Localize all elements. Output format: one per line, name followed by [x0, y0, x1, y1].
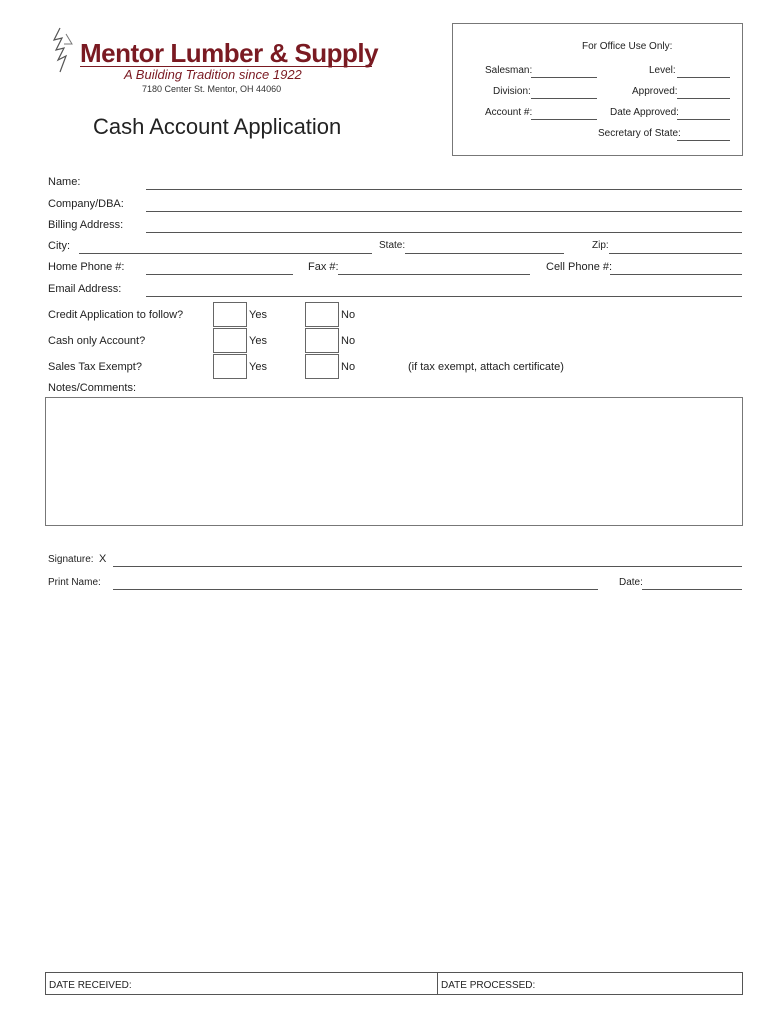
credit-application-no-label: No	[341, 309, 356, 321]
city-label: City:	[48, 240, 70, 252]
city-field[interactable]	[79, 253, 372, 254]
date-approved-label: Date Approved:	[610, 107, 679, 118]
signature-label: Signature:	[48, 554, 94, 565]
tax-exempt-yes-checkbox[interactable]	[213, 354, 247, 379]
salesman-field[interactable]	[531, 77, 597, 78]
office-processing-box	[45, 972, 743, 995]
tax-exempt-no-checkbox[interactable]	[305, 354, 339, 379]
notes-label: Notes/Comments:	[48, 382, 137, 394]
account-field[interactable]	[531, 119, 597, 120]
office-use-heading: For Office Use Only:	[582, 41, 673, 52]
home-phone-field[interactable]	[146, 274, 293, 275]
billing-address-label: Billing Address:	[48, 219, 124, 231]
cell-phone-field[interactable]	[610, 274, 742, 275]
tax-exempt-note: (if tax exempt, attach certificate)	[408, 361, 564, 373]
date-field[interactable]	[642, 589, 742, 590]
name-field[interactable]	[146, 189, 742, 190]
state-field[interactable]	[405, 253, 564, 254]
division-label: Division:	[493, 86, 531, 97]
zip-field[interactable]	[609, 253, 742, 254]
company-field[interactable]	[146, 211, 742, 212]
cash-only-yes-checkbox[interactable]	[213, 328, 247, 353]
cash-only-yes-label: Yes	[249, 335, 267, 347]
print-name-label: Print Name:	[48, 577, 101, 588]
credit-application-yes-label: Yes	[249, 309, 267, 321]
company-tagline: A Building Tradition since 1922	[124, 67, 302, 82]
lumber-logo-icon	[50, 26, 82, 79]
level-field[interactable]	[677, 77, 730, 78]
approved-label: Approved:	[632, 86, 678, 97]
billing-address-field[interactable]	[146, 232, 742, 233]
company-address: 7180 Center St. Mentor, OH 44060	[142, 84, 282, 94]
question-cash-only-label: Cash only Account?	[48, 335, 146, 347]
salesman-label: Salesman:	[485, 65, 533, 76]
home-phone-label: Home Phone #:	[48, 261, 125, 273]
question-credit-application-label: Credit Application to follow?	[48, 309, 184, 321]
secretary-of-state-label: Secretary of State:	[598, 128, 681, 139]
secretary-of-state-field[interactable]	[677, 140, 730, 141]
state-label: State:	[379, 240, 406, 251]
tax-exempt-no-label: No	[341, 361, 356, 373]
account-label: Account #:	[485, 107, 533, 118]
signature-field[interactable]	[113, 566, 742, 567]
date-label: Date:	[619, 577, 643, 588]
date-processed-label: DATE PROCESSED:	[441, 980, 536, 991]
date-received-label: DATE RECEIVED:	[49, 980, 132, 991]
approved-field[interactable]	[677, 98, 730, 99]
company-name: Mentor Lumber & Supply	[80, 38, 379, 68]
cash-only-no-label: No	[341, 335, 356, 347]
cell-phone-label: Cell Phone #:	[546, 261, 613, 273]
date-approved-field[interactable]	[677, 119, 730, 120]
credit-application-yes-checkbox[interactable]	[213, 302, 247, 327]
fax-field[interactable]	[338, 274, 530, 275]
tax-exempt-yes-label: Yes	[249, 361, 267, 373]
fax-label: Fax #:	[308, 261, 339, 273]
office-processing-divider	[437, 972, 438, 994]
credit-application-no-checkbox[interactable]	[305, 302, 339, 327]
name-label: Name:	[48, 176, 81, 188]
company-label: Company/DBA:	[48, 198, 124, 210]
email-field[interactable]	[146, 296, 742, 297]
email-label: Email Address:	[48, 283, 122, 295]
notes-textarea[interactable]	[45, 397, 743, 526]
zip-label: Zip:	[592, 240, 609, 251]
cash-only-no-checkbox[interactable]	[305, 328, 339, 353]
level-label: Level:	[649, 65, 676, 76]
form-title: Cash Account Application	[93, 114, 342, 139]
print-name-field[interactable]	[113, 589, 598, 590]
question-tax-exempt-label: Sales Tax Exempt?	[48, 361, 142, 373]
division-field[interactable]	[531, 98, 597, 99]
signature-x-mark: X	[99, 553, 107, 565]
